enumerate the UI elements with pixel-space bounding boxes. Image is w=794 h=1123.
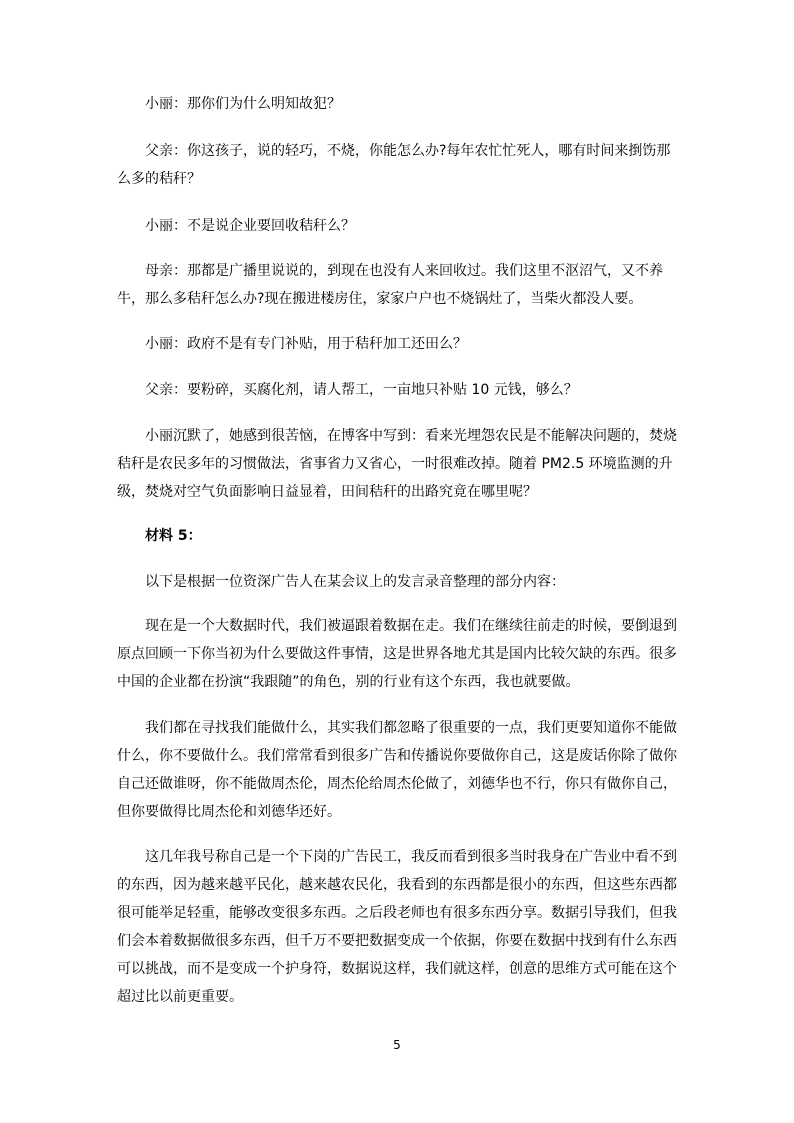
dialogue-mother-1: 母亲：那都是广播里说说的，到现在也没有人来回收过。我们这里不沤沼气，又不养牛，那么多秸秆怎么办?现在搬进楼房住，家家户户也不烧锅灶了，当柴火都没人要。 (117, 263, 663, 307)
speech-paragraph-3: 这几年我号称自己是一个下岗的广告民工，我反而看到很多当时我身在广告业中看不到的东西，因为越来越平民化，越来越农民化，我看到的东西都是很小的东西，但这些东西都很可能举足轻重，能够改变很多东西。之后段老师也有很多东西分享。数据引导我们，但我们会本着数据做很多东西，但千万不要把数据变成一个依据，你要在数据中找到有什么东西可以挑战，而不是变成一个护身符，数据说这样，我们就这样，创意的思维方式可能在这个超过比以前更重要。 (117, 849, 677, 1005)
dialogue-xiaoli-1: 小丽：那你们为什么明知故犯？ (145, 96, 341, 112)
narrative-paragraph: 小丽沉默了，她感到很苦恼，在博客中写到：看来光埋怨农民是不能解决问题的，焚烧秸秆是农民多年的习惯做法，省事省力又省心，一时很难改掉。随着 PM2.5 环境监测的升级，焚烧对空气负面影响日益显着，田间秸秆的出路究竟在哪里呢？ (117, 428, 677, 500)
speech-paragraph-1: 现在是一个大数据时代，我们被逼跟着数据在走。我们在继续往前走的时候，要倒退到原点回顾一下你当初为什么要做这件事情，这是世界各地尤其是国内比较欠缺的东西。很多中国的企业都在扮演“我跟随”的角色，别的行业有这个东西，我也就要做。 (117, 618, 677, 690)
material-intro: 以下是根据一位资深广告人在某会议上的发言录音整理的部分内容： (145, 574, 565, 590)
dialogue-father-2: 父亲：要粉碎，买腐化剂，请人帮工，一亩地只补贴 10 元钱，够么？ (145, 382, 578, 398)
dialogue-xiaoli-2: 小丽：不是说企业要回收秸秆么？ (145, 218, 355, 234)
page-number: 5 (393, 1038, 401, 1052)
dialogue-xiaoli-3: 小丽：政府不是有专门补贴，用于秸秆加工还田么？ (145, 336, 467, 352)
section-heading-material-5: 材料 5： (145, 528, 202, 544)
speech-paragraph-2: 我们都在寻找我们能做什么，其实我们都忽略了很重要的一点，我们更要知道你不能做什么，你不要做什么。我们常常看到很多广告和传播说你要做你自己，这是废话你除了做你自己还做谁呀，你不能做周杰伦，周杰伦给周杰伦做了，刘德华也不行，你只有做你自己，但你要做得比周杰伦和刘德华还好。 (117, 720, 677, 820)
dialogue-father-1: 父亲：你这孩子，说的轻巧，不烧，你能怎么办?每年农忙忙死人，哪有时间来捯饬那么多的秸秆？ (117, 143, 671, 187)
